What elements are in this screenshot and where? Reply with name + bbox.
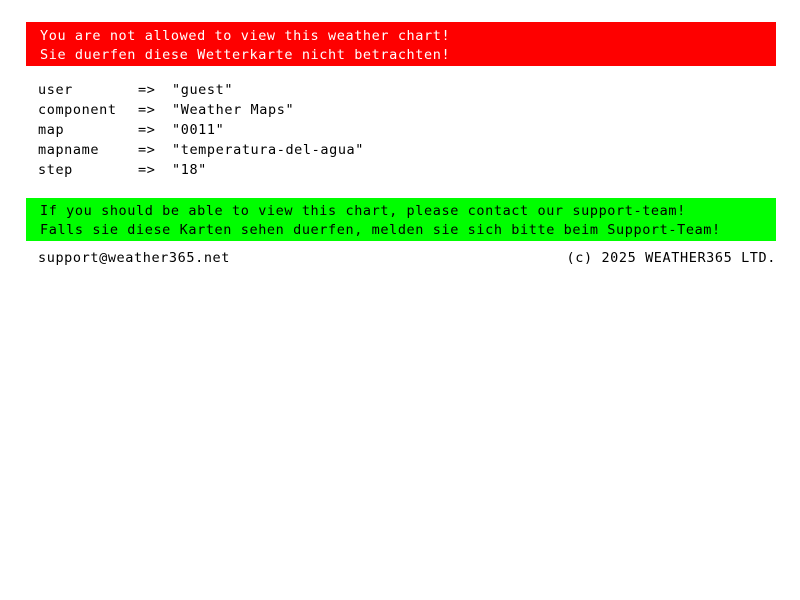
copyright-notice: (c) 2025 WEATHER365 LTD. bbox=[566, 250, 776, 266]
param-arrow: => bbox=[138, 102, 156, 118]
footer bbox=[38, 250, 776, 266]
param-key: component bbox=[38, 102, 117, 118]
param-arrow: => bbox=[138, 82, 156, 98]
param-value: "guest" bbox=[172, 82, 234, 98]
table-row bbox=[38, 100, 364, 120]
table-row bbox=[38, 120, 364, 140]
request-parameters-table bbox=[38, 80, 364, 180]
param-arrow: => bbox=[138, 162, 156, 178]
param-value: "18" bbox=[172, 162, 207, 178]
table-row bbox=[38, 80, 364, 100]
table-row bbox=[38, 140, 364, 160]
param-arrow: => bbox=[138, 122, 156, 138]
param-value: "0011" bbox=[172, 122, 225, 138]
error-message-de: Sie duerfen diese Wetterkarte nicht betrachten! bbox=[40, 47, 451, 63]
error-banner bbox=[26, 22, 776, 66]
param-key: mapname bbox=[38, 142, 100, 158]
error-message-en: You are not allowed to view this weather chart! bbox=[40, 28, 451, 44]
param-key: user bbox=[38, 82, 73, 98]
support-message-de: Falls sie diese Karten sehen duerfen, melden sie sich bitte beim Support-Team! bbox=[40, 222, 721, 238]
param-key: step bbox=[38, 162, 73, 178]
param-arrow: => bbox=[138, 142, 156, 158]
param-value: "temperatura-del-agua" bbox=[172, 142, 365, 158]
table-row bbox=[38, 160, 364, 180]
support-message-en: If you should be able to view this chart, please contact our support-team! bbox=[40, 203, 686, 219]
param-key: map bbox=[38, 122, 65, 138]
support-banner bbox=[26, 198, 776, 241]
support-email-link[interactable]: support@weather365.net bbox=[38, 250, 231, 266]
param-value: "Weather Maps" bbox=[172, 102, 295, 118]
